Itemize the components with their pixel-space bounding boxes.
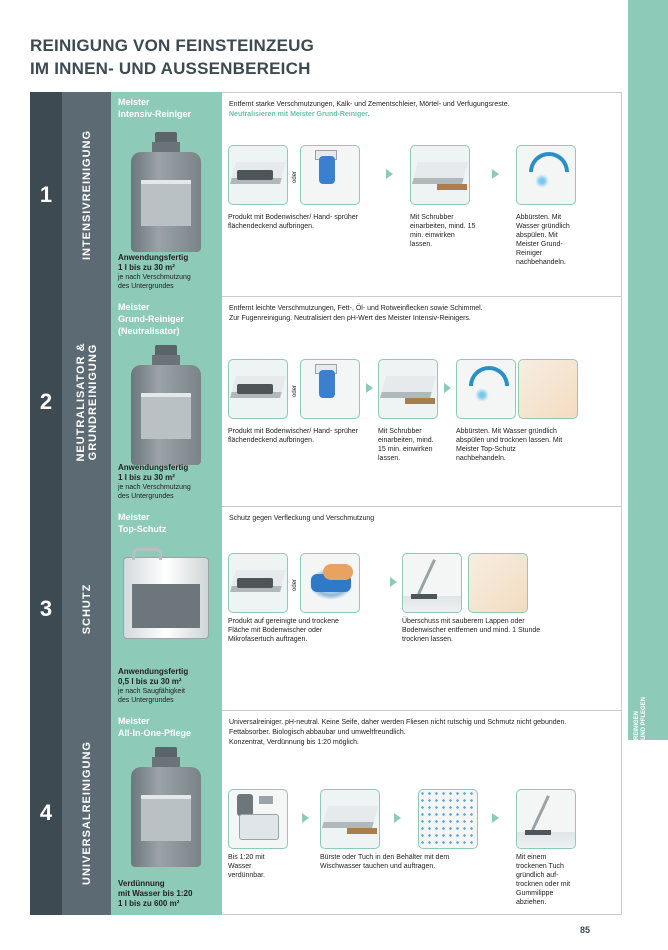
oder-label: oder	[292, 578, 298, 591]
category-label-line2: GRUNDREINIGUNG	[86, 343, 99, 461]
product-canister-image	[123, 557, 209, 639]
description	[229, 514, 609, 524]
floor-dots-image	[418, 789, 478, 849]
side-tab-label-line2: UND PFLEGEN	[641, 696, 647, 740]
instructions-panel	[222, 711, 622, 915]
scrubber-image	[378, 359, 438, 419]
usage-info	[118, 253, 220, 291]
section-number: 2	[30, 297, 62, 507]
description-line1: Entfernt starke Verschmutzungen, Kalk- und Zementschleier, Mörtel- und Verfugungsreste.	[229, 101, 510, 108]
product-name-line2: Top-Schutz	[118, 524, 167, 534]
step-text-3: Mit einem trockenen Tuch gründlich auf- trocknen oder mit Gummilippe abziehen.	[516, 854, 571, 906]
page-number: 85	[580, 925, 591, 935]
arrow-icon	[394, 813, 401, 823]
usage-info	[118, 463, 220, 501]
instructions-panel	[222, 92, 622, 297]
side-tab	[628, 0, 668, 740]
usage-note-2: des Untergrundes	[118, 493, 174, 500]
product-column	[111, 297, 222, 507]
arrow-icon	[386, 169, 393, 179]
usage-strong-3: 1 l bis zu 600 m²	[118, 899, 180, 908]
mop-image	[228, 553, 288, 613]
cloth-image	[300, 553, 360, 613]
usage-strong-2: mit Wasser bis 1:20	[118, 889, 193, 898]
product-name	[118, 301, 218, 337]
category-label-line1: NEUTRALISATOR &	[74, 342, 87, 462]
oder-label: oder	[292, 170, 298, 183]
title-line-1: REINIGUNG VON FEINSTEINZEUG	[30, 36, 315, 55]
arrow-icon	[390, 577, 397, 587]
section-number: 3	[30, 507, 62, 711]
category-column	[62, 507, 111, 711]
clean-floor-image	[518, 359, 578, 419]
step-text-1: Bis 1:20 mit Wasser verdünnbar.	[228, 854, 265, 879]
mop-image	[228, 145, 288, 205]
instructions-panel	[222, 297, 622, 507]
category-label: SCHUTZ	[80, 583, 93, 635]
usage-note-1: je nach Saugfähigkeit	[118, 688, 185, 695]
arrow-icon	[492, 813, 499, 823]
product-name-line1: Meister	[118, 97, 150, 107]
step-text-1: Produkt auf gereinigte und trockene Fläche mit Bodenwischer oder Mikrofasertuch auftragen.	[228, 618, 339, 643]
usage-strong-1: Anwendungsfertig	[118, 253, 189, 262]
step-text-2: Bürste oder Tuch in den Behälter mit dem Wischwasser tauchen und auftragen.	[320, 854, 450, 870]
description-line2: Zur Fugenreinigung. Neutralisiert den pH-Wert des Meister Intensiv-Reinigers.	[229, 315, 471, 322]
product-name-line2: All-In-One-Pflege	[118, 728, 192, 738]
product-name-line1: Meister	[118, 716, 150, 726]
clean-floor-image	[468, 553, 528, 613]
section-intensivreinigung	[30, 92, 622, 297]
category-label: UNIVERSALREINIGUNG	[80, 741, 93, 885]
category-label: INTENSIVREINIGUNG	[80, 129, 93, 260]
usage-strong-2: 0,5 l bis zu 30 m²	[118, 677, 182, 686]
product-name	[118, 511, 218, 535]
step-text-2: Mit Schrubber einarbeiten, mind. 15 min. einwirken lassen.	[410, 214, 476, 248]
section-number: 1	[30, 92, 62, 297]
step-text-1: Produkt mit Bodenwischer/ Hand- sprüher flächendeckend aufbringen.	[228, 428, 358, 444]
dipping-image	[320, 789, 380, 849]
category-column	[62, 297, 111, 507]
usage-note-1: je nach Verschmutzung	[118, 274, 191, 281]
section-grundreinigung	[30, 297, 622, 507]
usage-note-1: je nach Verschmutzung	[118, 484, 191, 491]
arrow-icon	[444, 383, 451, 393]
category-column	[62, 711, 111, 915]
description-line2: Fettabsorber. Biologisch abbaubar und umweltfreundlich.	[229, 729, 406, 736]
arrow-icon	[492, 169, 499, 179]
product-bottle-image	[131, 747, 201, 867]
hose-image	[516, 145, 576, 205]
product-name-line2: Grund-Reiniger	[118, 314, 185, 324]
section-universalreinigung	[30, 711, 622, 915]
title-line-2: IM INNEN- UND AUSSENBEREICH	[30, 59, 311, 78]
usage-note-2: des Untergrundes	[118, 697, 174, 704]
description-line1: Schutz gegen Verfleckung und Verschmutzung	[229, 515, 375, 522]
step-text-1: Produkt mit Bodenwischer/ Hand- sprüher flächendeckend aufbringen.	[228, 214, 358, 230]
product-name-line1: Meister	[118, 512, 150, 522]
section-schutz	[30, 507, 622, 711]
usage-info	[118, 879, 220, 909]
description	[229, 100, 609, 120]
product-bottle-image	[131, 345, 201, 465]
usage-info	[118, 667, 220, 705]
section-number: 4	[30, 711, 62, 915]
description	[229, 718, 615, 748]
usage-note-2: des Untergrundes	[118, 283, 174, 290]
sprayer-image	[300, 359, 360, 419]
product-column	[111, 92, 222, 297]
step-text-3: Abbürsten. Mit Wasser gründlich abspülen. Mit Meister Grund-Reiniger nachbehandeln.	[516, 214, 570, 266]
usage-strong-2: 1 l bis zu 30 m²	[118, 473, 175, 482]
product-name	[118, 715, 218, 739]
step-text-2: Mit Schrubber einarbeiten, mind. 15 min. einwirken lassen.	[378, 428, 434, 462]
mop-image	[228, 359, 288, 419]
dilution-image	[228, 789, 288, 849]
product-column	[111, 711, 222, 915]
instructions-panel	[222, 507, 622, 711]
product-column	[111, 507, 222, 711]
oder-label: oder	[292, 384, 298, 397]
usage-strong-1: Anwendungsfertig	[118, 667, 189, 676]
step-text-2: Überschuss mit sauberem Lappen oder Bodenwischer entfernen und mind. 1 Stunde trocknen lassen.	[402, 618, 541, 643]
side-tab-label-line1: REINIGEN	[634, 710, 640, 740]
product-name-line3: (Neutralisator)	[118, 326, 180, 336]
sprayer-image	[300, 145, 360, 205]
product-name	[118, 96, 218, 120]
product-bottle-image	[131, 132, 201, 252]
arrow-icon	[366, 383, 373, 393]
usage-strong-2: 1 l bis zu 30 m²	[118, 263, 175, 272]
scrubber-image	[410, 145, 470, 205]
description-line1: Universalreiniger. pH-neutral. Keine Seife, daher werden Fliesen nicht rutschig und Schmutz nicht gebunden.	[229, 719, 567, 726]
step-text-3: Abbürsten. Mit Wasser gründlich abspülen und trocknen lassen. Mit Meister Top-Schutz nachbehandeln.	[456, 428, 563, 462]
description-line1: Entfernt leichte Verschmutzungen, Fett-, Öl- und Rotweinflecken sowie Schimmel.	[229, 305, 483, 312]
hose-image	[456, 359, 516, 419]
product-name-line2: Intensiv-Reiniger	[118, 109, 192, 119]
category-column	[62, 92, 111, 297]
usage-strong-1: Verdünnung	[118, 879, 165, 888]
product-name-line1: Meister	[118, 302, 150, 312]
description-line3: Konzentrat, Verdünnung bis 1:20 möglich.	[229, 739, 359, 746]
description	[229, 304, 609, 324]
side-tab-label	[634, 640, 648, 740]
description-accent: Neutralisieren mit Meister Grund-Reiniger.	[229, 111, 370, 118]
category-label	[75, 342, 99, 461]
squeegee-image	[516, 789, 576, 849]
usage-strong-1: Anwendungsfertig	[118, 463, 189, 472]
page-title	[30, 34, 450, 80]
wiping-image	[402, 553, 462, 613]
arrow-icon	[302, 813, 309, 823]
